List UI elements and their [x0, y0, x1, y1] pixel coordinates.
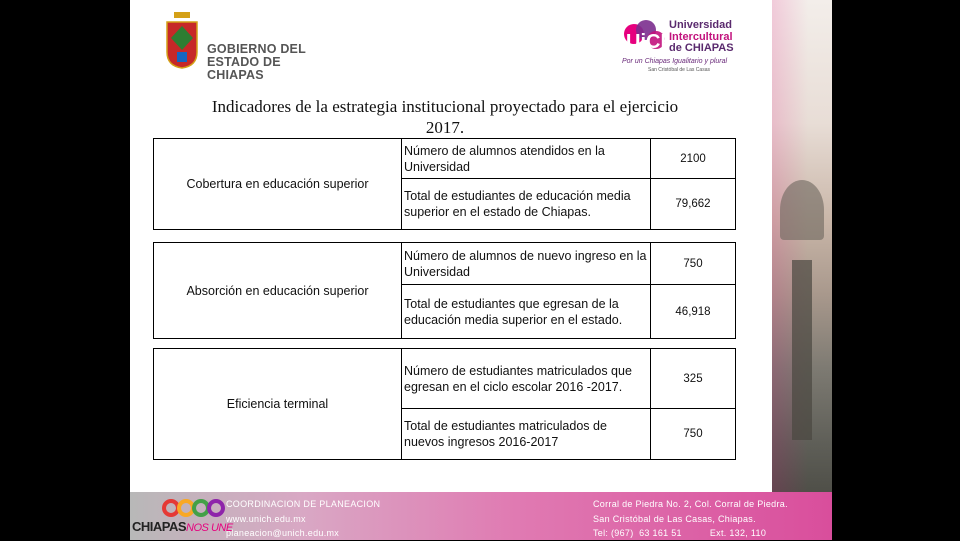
unich-logo-text [669, 20, 734, 55]
page-title [155, 96, 735, 138]
gobierno-logo-text [207, 43, 335, 82]
indicator-description [402, 349, 651, 409]
description-text: Número de alumnos de nuevo ingreso en la Universidad [404, 248, 647, 279]
footer-department: COORDINACION DE PLANEACION [226, 499, 381, 509]
unich-tagline-location: San Cristóbal de Las Casas [648, 67, 710, 73]
indicator-value: 750 [651, 243, 736, 285]
description-text: Total de estudiantes que egresan de la educación media superior en el estado. [404, 296, 623, 327]
table-row [154, 243, 736, 285]
indicator-table-eficiencia [153, 348, 736, 460]
unich-line-3: de CHIAPAS [669, 42, 734, 54]
gobierno-chiapas-logo [165, 10, 335, 82]
footer-contact-left [226, 497, 380, 541]
chiapas-logo-word: CHIAPAS [132, 519, 187, 534]
footer-contact-right [593, 497, 788, 541]
footer-email-link[interactable]: planeacion@unich.edu.mx [226, 528, 340, 538]
footer-address-line-2: San Cristóbal de Las Casas, Chiapas. [593, 513, 756, 524]
table-row [154, 349, 736, 409]
indicator-value: 325 [651, 349, 736, 409]
svg-text:UiCH: UiCH [626, 31, 675, 53]
indicator-value: 750 [651, 409, 736, 460]
indicator-name: Eficiencia terminal [154, 349, 402, 460]
unich-mark-icon [622, 18, 675, 60]
indicator-description [402, 139, 651, 179]
photo-fountain [780, 180, 824, 240]
indicator-table-absorcion [153, 242, 736, 339]
unich-line-2: Intercultural [669, 30, 733, 43]
indicator-description [402, 285, 651, 339]
indicator-name: Absorción en educación superior [154, 243, 402, 339]
title-line-1: Indicadores de la estrategia institucional proyectado para el ejercicio [211, 97, 679, 116]
unich-tagline: Por un Chiapas Igualitario y plural [622, 58, 728, 65]
description-text: Número de alumnos atendidos en la Universidad [404, 143, 605, 174]
chiapas-logo-accent: NOS UNE [186, 522, 233, 534]
chiapas-rings-icon [163, 497, 225, 519]
coat-of-arms-icon [165, 10, 199, 70]
chiapas-nos-une-logo [132, 519, 233, 534]
indicator-value: 46,918 [651, 285, 736, 339]
footer-phone: Tel: (967) 63 161 51 Ext. 132, 110 [593, 528, 767, 538]
unich-line-1: Universidad [669, 19, 732, 31]
indicator-value: 79,662 [651, 179, 736, 230]
courtyard-photo [772, 0, 832, 492]
indicator-description [402, 409, 651, 460]
gobierno-line-2: ESTADO DE CHIAPAS [207, 55, 281, 82]
indicator-value: 2100 [651, 139, 736, 179]
indicator-name: Cobertura en educación superior [154, 139, 402, 230]
photo-pillar [792, 260, 812, 440]
description-text: Total de estudiantes de educación media superior en el estado de Chiapas. [404, 189, 631, 219]
footer-website-link[interactable]: www.unich.edu.mx [226, 513, 306, 524]
footer-address-line-1: Corral de Piedra No. 2, Col. Corral de Piedra. [593, 499, 788, 509]
gobierno-line-1: GOBIERNO DEL [207, 42, 306, 56]
indicator-table-cobertura [153, 138, 736, 230]
unich-logo [622, 18, 752, 78]
description-text: Número de estudiantes matriculados que egresan en el ciclo escolar 2016 -2017. [404, 363, 632, 394]
indicator-description [402, 179, 651, 230]
description-text: Total de estudiantes matriculados de nuevos ingresos 2016-2017 [404, 419, 607, 449]
table-row [154, 139, 736, 179]
indicator-description [402, 243, 651, 285]
title-line-2: 2017. [425, 118, 465, 137]
